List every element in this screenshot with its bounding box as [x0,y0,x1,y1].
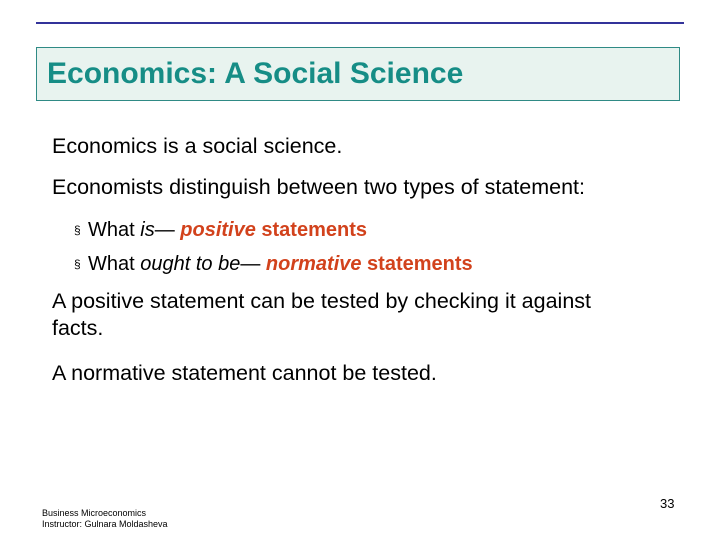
body-line-positive-tested: A positive statement can be tested by checking it against [52,289,592,313]
footer-instructor: Instructor: Gulnara Moldasheva [42,519,168,530]
bullet-dash: — [240,253,266,275]
bullet-italic-is: is [140,219,155,241]
body-line-facts: facts. [52,316,104,340]
top-rule [36,22,684,24]
bullet-prefix: What [88,219,141,241]
bullet-marker: § [74,223,81,237]
slide-title: Economics: A Social Science [47,57,464,90]
bullet-dash: — [154,219,181,241]
body-line-two-types: Economists distinguish between two types of statement: [52,175,585,199]
body-line-normative-untested: A normative statement cannot be tested. [52,361,437,385]
footer [42,508,168,531]
emphasis-normative: normative statements [265,253,473,275]
bullet-prefix: What [88,253,141,275]
body-line-social-science: Economics is a social science. [52,134,343,158]
emphasis-positive: positive statements [180,219,367,241]
footer-course: Business Microeconomics [42,508,147,518]
bullet-normative [74,252,473,276]
bullet-positive [74,218,367,242]
bullet-italic-ought: ought to be [140,253,241,275]
title-box [36,47,680,101]
page-number: 33 [660,496,675,511]
bullet-marker: § [74,257,81,271]
